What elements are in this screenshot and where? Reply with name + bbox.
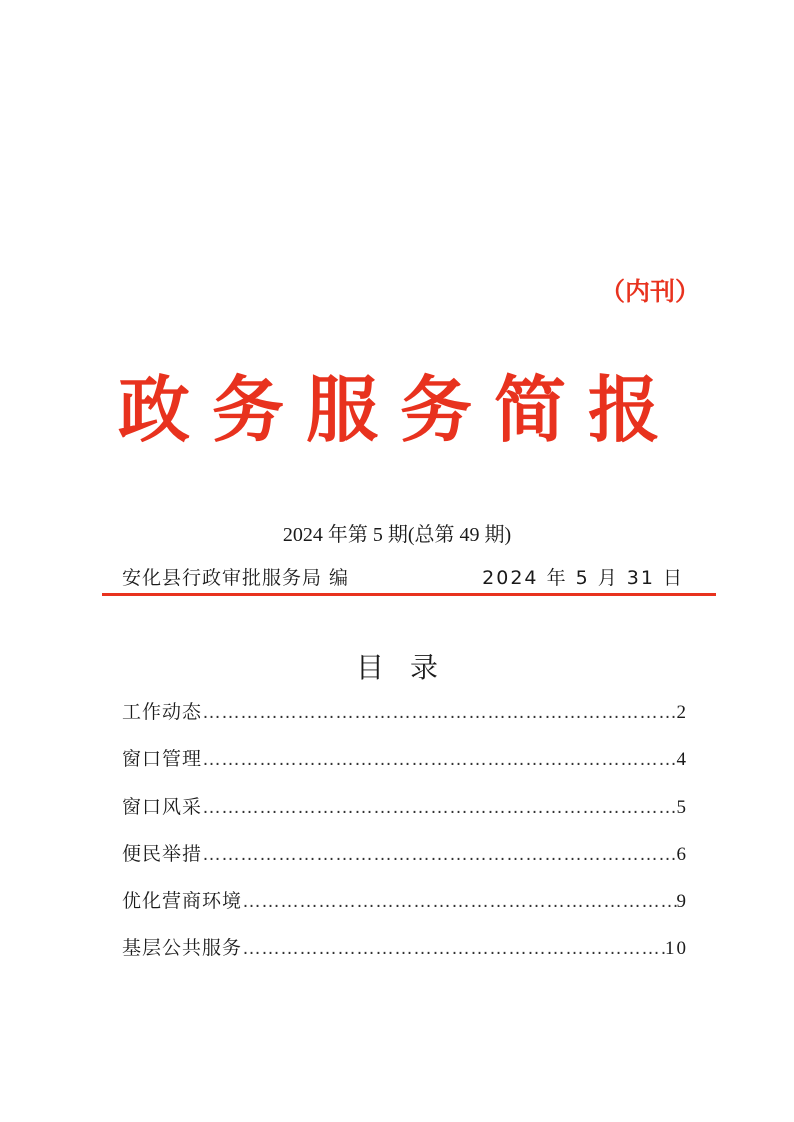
newsletter-title: 政务服务简报 — [117, 367, 682, 452]
toc-item-window-management[interactable] — [122, 744, 688, 791]
toc-item-page: 4 — [676, 749, 688, 771]
toc-item-grassroots-services[interactable] — [122, 933, 688, 980]
toc-item-page: 5 — [676, 796, 688, 818]
toc-dot-leader — [202, 749, 676, 771]
toc-item-page: 2 — [676, 702, 688, 723]
internal-publication-tag: （内刊） — [600, 277, 701, 306]
toc-dot-leader — [202, 844, 676, 866]
toc-item-label: 优化营商环境 — [122, 890, 243, 913]
toc-dot-leader — [202, 797, 676, 819]
toc-item-business-environment[interactable] — [122, 886, 688, 933]
toc-item-label: 工作动态 — [122, 701, 203, 723]
publisher-line: 安化县行政审批服务局 编 — [122, 567, 350, 589]
toc-dot-leader — [242, 891, 676, 913]
toc-item-label: 窗口管理 — [122, 748, 203, 771]
toc-item-label: 窗口风采 — [122, 795, 203, 818]
toc-dot-leader — [202, 702, 676, 724]
toc-item-label: 基层公共服务 — [122, 937, 243, 960]
red-divider-rule — [102, 593, 716, 596]
toc-item-page: 10 — [665, 938, 688, 960]
toc-item-window-style[interactable] — [122, 792, 688, 839]
publication-date: 2024 年 5 月 31 日 — [482, 567, 684, 589]
toc-dot-leader — [242, 938, 665, 960]
toc-item-page: 9 — [676, 891, 688, 913]
toc-item-work-news[interactable] — [122, 697, 688, 744]
toc-item-convenience-measures[interactable] — [122, 839, 688, 886]
toc-item-page: 6 — [676, 843, 688, 865]
table-of-contents — [122, 697, 688, 981]
toc-item-label: 便民举措 — [122, 842, 203, 865]
issue-number: 2024 年第 5 期(总第 49 期) — [282, 524, 512, 546]
toc-heading: 目录 — [355, 651, 464, 684]
